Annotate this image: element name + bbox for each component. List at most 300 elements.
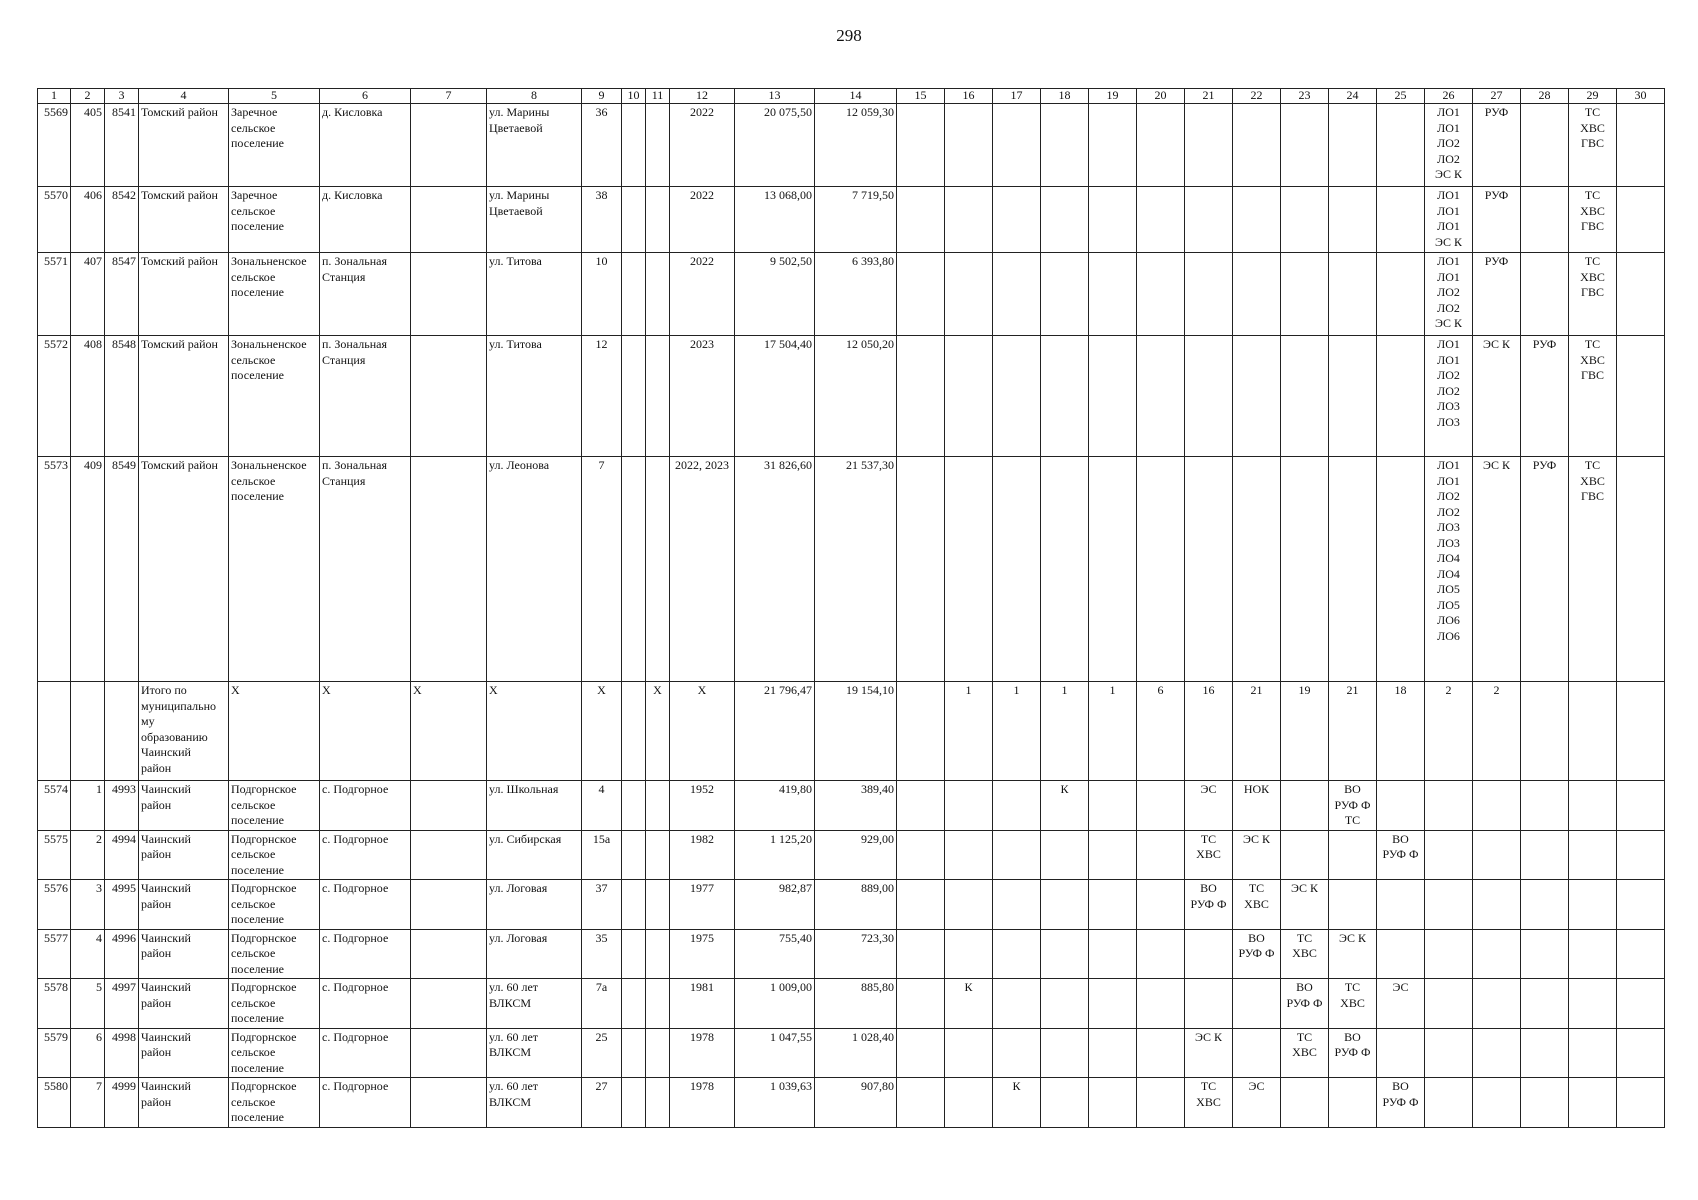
cell-col-15	[897, 1078, 945, 1128]
cell-col-23: ВО РУФ Ф	[1281, 979, 1329, 1029]
cell-col-25	[1377, 457, 1425, 682]
column-number-8: 8	[487, 89, 582, 104]
cell-col-6: п. Зональная Станция	[320, 253, 411, 336]
cell-col-11	[646, 457, 670, 682]
cell-col-4: Чаинский район	[139, 781, 229, 831]
cell-col-25	[1377, 336, 1425, 457]
cell-col-5: Подгорнское сельское поселение	[229, 830, 320, 880]
cell-col-7	[411, 781, 487, 831]
cell-col-24	[1329, 1078, 1377, 1128]
cell-col-23	[1281, 104, 1329, 187]
cell-col-11	[646, 979, 670, 1029]
cell-col-1: 5570	[38, 187, 71, 253]
cell-col-11	[646, 336, 670, 457]
cell-col-25	[1377, 929, 1425, 979]
cell-col-2: 3	[71, 880, 105, 930]
cell-col-9: X	[582, 682, 622, 781]
cell-col-21	[1185, 187, 1233, 253]
cell-col-14: 907,80	[815, 1078, 897, 1128]
cell-col-29	[1569, 1078, 1617, 1128]
cell-col-25	[1377, 253, 1425, 336]
cell-col-9: 38	[582, 187, 622, 253]
cell-col-7	[411, 253, 487, 336]
cell-col-6: п. Зональная Станция	[320, 336, 411, 457]
column-number-29: 29	[1569, 89, 1617, 104]
cell-col-18	[1041, 457, 1089, 682]
cell-col-1: 5574	[38, 781, 71, 831]
cell-col-17	[993, 880, 1041, 930]
cell-col-22	[1233, 104, 1281, 187]
cell-col-16	[945, 781, 993, 831]
column-number-9: 9	[582, 89, 622, 104]
cell-col-5: Подгорнское сельское поселение	[229, 781, 320, 831]
cell-col-16	[945, 1078, 993, 1128]
cell-col-26: ЛО1 ЛО1 ЛО2 ЛО2 ЭС К	[1425, 253, 1473, 336]
cell-col-23	[1281, 830, 1329, 880]
cell-col-21: ВО РУФ Ф	[1185, 880, 1233, 930]
cell-col-19	[1089, 929, 1137, 979]
cell-col-21	[1185, 104, 1233, 187]
cell-col-24	[1329, 880, 1377, 930]
cell-col-8: ул. Марины Цветаевой	[487, 104, 582, 187]
cell-col-11	[646, 187, 670, 253]
cell-col-6: с. Подгорное	[320, 979, 411, 1029]
cell-col-18	[1041, 830, 1089, 880]
table-row	[38, 880, 1665, 930]
housing-register-table	[37, 88, 1665, 1128]
cell-col-10	[622, 336, 646, 457]
cell-col-3: 8549	[105, 457, 139, 682]
cell-col-2: 405	[71, 104, 105, 187]
cell-col-10	[622, 682, 646, 781]
cell-col-11	[646, 1028, 670, 1078]
cell-col-12: 2022	[670, 104, 735, 187]
cell-col-9: 7а	[582, 979, 622, 1029]
cell-col-22: НОК	[1233, 781, 1281, 831]
cell-col-12: 1952	[670, 781, 735, 831]
cell-col-9: 27	[582, 1078, 622, 1128]
cell-col-5: Зональненское сельское поселение	[229, 336, 320, 457]
cell-col-15	[897, 253, 945, 336]
cell-col-28	[1521, 104, 1569, 187]
cell-col-28	[1521, 682, 1569, 781]
cell-col-16	[945, 1028, 993, 1078]
cell-col-26	[1425, 1028, 1473, 1078]
table-row	[38, 830, 1665, 880]
column-number-11: 11	[646, 89, 670, 104]
cell-col-9: 12	[582, 336, 622, 457]
cell-col-12: 2022	[670, 187, 735, 253]
cell-col-3: 4993	[105, 781, 139, 831]
cell-col-8: ул. Логовая	[487, 929, 582, 979]
cell-col-9: 4	[582, 781, 622, 831]
cell-col-3: 8542	[105, 187, 139, 253]
cell-col-23	[1281, 336, 1329, 457]
cell-col-21: ТС ХВС	[1185, 1078, 1233, 1128]
cell-col-8: ул. Сибирская	[487, 830, 582, 880]
cell-col-12: 2023	[670, 336, 735, 457]
table-row	[38, 1028, 1665, 1078]
table-row	[38, 781, 1665, 831]
column-number-1: 1	[38, 89, 71, 104]
cell-col-3: 4998	[105, 1028, 139, 1078]
cell-col-28	[1521, 830, 1569, 880]
cell-col-25: ЭС	[1377, 979, 1425, 1029]
cell-col-22	[1233, 1028, 1281, 1078]
column-number-25: 25	[1377, 89, 1425, 104]
cell-col-19	[1089, 336, 1137, 457]
cell-col-23: ЭС К	[1281, 880, 1329, 930]
cell-col-22	[1233, 336, 1281, 457]
cell-col-30	[1617, 880, 1665, 930]
cell-col-18	[1041, 253, 1089, 336]
cell-col-22: 21	[1233, 682, 1281, 781]
cell-col-5: X	[229, 682, 320, 781]
cell-col-4: Чаинский район	[139, 1028, 229, 1078]
cell-col-25: ВО РУФ Ф	[1377, 1078, 1425, 1128]
cell-col-16: К	[945, 979, 993, 1029]
cell-col-13: 17 504,40	[735, 336, 815, 457]
cell-col-13: 419,80	[735, 781, 815, 831]
cell-col-15	[897, 187, 945, 253]
cell-col-13: 21 796,47	[735, 682, 815, 781]
cell-col-9: 10	[582, 253, 622, 336]
cell-col-4: Томский район	[139, 187, 229, 253]
cell-col-18	[1041, 979, 1089, 1029]
cell-col-28	[1521, 1078, 1569, 1128]
cell-col-19	[1089, 457, 1137, 682]
cell-col-30	[1617, 253, 1665, 336]
cell-col-8: ул. Титова	[487, 253, 582, 336]
column-number-12: 12	[670, 89, 735, 104]
cell-col-18	[1041, 104, 1089, 187]
cell-col-16	[945, 457, 993, 682]
cell-col-5: Подгорнское сельское поселение	[229, 929, 320, 979]
cell-col-11	[646, 104, 670, 187]
cell-col-27: РУФ	[1473, 253, 1521, 336]
cell-col-9: 35	[582, 929, 622, 979]
cell-col-20	[1137, 336, 1185, 457]
cell-col-1: 5580	[38, 1078, 71, 1128]
cell-col-24	[1329, 104, 1377, 187]
cell-col-10	[622, 1028, 646, 1078]
cell-col-29: ТС ХВС ГВС	[1569, 336, 1617, 457]
cell-col-17	[993, 187, 1041, 253]
cell-col-25	[1377, 187, 1425, 253]
table-row	[38, 253, 1665, 336]
cell-col-20	[1137, 104, 1185, 187]
cell-col-10	[622, 979, 646, 1029]
cell-col-18: 1	[1041, 682, 1089, 781]
cell-col-27	[1473, 1078, 1521, 1128]
cell-col-10	[622, 929, 646, 979]
cell-col-29: ТС ХВС ГВС	[1569, 457, 1617, 682]
cell-col-5: Заречное сельское поселение	[229, 187, 320, 253]
cell-col-17: 1	[993, 682, 1041, 781]
cell-col-19	[1089, 1028, 1137, 1078]
cell-col-30	[1617, 979, 1665, 1029]
cell-col-6: с. Подгорное	[320, 929, 411, 979]
cell-col-21	[1185, 929, 1233, 979]
cell-col-16	[945, 830, 993, 880]
cell-col-28	[1521, 781, 1569, 831]
cell-col-14: 885,80	[815, 979, 897, 1029]
cell-col-20	[1137, 781, 1185, 831]
column-number-3: 3	[105, 89, 139, 104]
cell-col-4: Томский район	[139, 104, 229, 187]
cell-col-12: 2022, 2023	[670, 457, 735, 682]
cell-col-23	[1281, 781, 1329, 831]
cell-col-30	[1617, 187, 1665, 253]
cell-col-21	[1185, 979, 1233, 1029]
column-number-16: 16	[945, 89, 993, 104]
cell-col-23: ТС ХВС	[1281, 1028, 1329, 1078]
cell-col-7	[411, 336, 487, 457]
cell-col-2: 409	[71, 457, 105, 682]
cell-col-16	[945, 253, 993, 336]
cell-col-14: 389,40	[815, 781, 897, 831]
cell-col-2: 5	[71, 979, 105, 1029]
cell-col-17	[993, 457, 1041, 682]
cell-col-30	[1617, 457, 1665, 682]
cell-col-4: Итого по муниципально му образованию Чаинский район	[139, 682, 229, 781]
column-number-26: 26	[1425, 89, 1473, 104]
cell-col-15	[897, 682, 945, 781]
cell-col-29	[1569, 880, 1617, 930]
cell-col-1: 5579	[38, 1028, 71, 1078]
cell-col-8: ул. Школьная	[487, 781, 582, 831]
cell-col-22: ЭС	[1233, 1078, 1281, 1128]
cell-col-1: 5575	[38, 830, 71, 880]
cell-col-28	[1521, 880, 1569, 930]
cell-col-16	[945, 929, 993, 979]
cell-col-22: ТС ХВС	[1233, 880, 1281, 930]
cell-col-14: 19 154,10	[815, 682, 897, 781]
cell-col-24: ВО РУФ Ф ТС	[1329, 781, 1377, 831]
table-row	[38, 1078, 1665, 1128]
cell-col-4: Чаинский район	[139, 929, 229, 979]
cell-col-4: Чаинский район	[139, 979, 229, 1029]
column-number-15: 15	[897, 89, 945, 104]
cell-col-29	[1569, 1028, 1617, 1078]
cell-col-7	[411, 1078, 487, 1128]
cell-col-28	[1521, 1028, 1569, 1078]
cell-col-22	[1233, 457, 1281, 682]
cell-col-14: 6 393,80	[815, 253, 897, 336]
cell-col-10	[622, 253, 646, 336]
cell-col-24	[1329, 187, 1377, 253]
column-number-header-row	[38, 89, 1665, 104]
cell-col-13: 1 009,00	[735, 979, 815, 1029]
cell-col-8: X	[487, 682, 582, 781]
column-number-20: 20	[1137, 89, 1185, 104]
cell-col-18: К	[1041, 781, 1089, 831]
cell-col-5: Подгорнское сельское поселение	[229, 880, 320, 930]
cell-col-2: 2	[71, 830, 105, 880]
cell-col-19	[1089, 781, 1137, 831]
cell-col-19	[1089, 253, 1137, 336]
column-number-6: 6	[320, 89, 411, 104]
cell-col-10	[622, 781, 646, 831]
cell-col-30	[1617, 1078, 1665, 1128]
column-number-27: 27	[1473, 89, 1521, 104]
cell-col-1: 5571	[38, 253, 71, 336]
cell-col-21: ТС ХВС	[1185, 830, 1233, 880]
cell-col-8: ул. Логовая	[487, 880, 582, 930]
cell-col-22	[1233, 979, 1281, 1029]
cell-col-30	[1617, 781, 1665, 831]
cell-col-27	[1473, 781, 1521, 831]
cell-col-29	[1569, 781, 1617, 831]
cell-col-5: Подгорнское сельское поселение	[229, 979, 320, 1029]
cell-col-13: 1 047,55	[735, 1028, 815, 1078]
column-number-4: 4	[139, 89, 229, 104]
cell-col-21	[1185, 457, 1233, 682]
column-number-18: 18	[1041, 89, 1089, 104]
cell-col-19	[1089, 104, 1137, 187]
cell-col-8: ул. Марины Цветаевой	[487, 187, 582, 253]
cell-col-12: 1977	[670, 880, 735, 930]
cell-col-26	[1425, 880, 1473, 930]
cell-col-6: д. Кисловка	[320, 104, 411, 187]
cell-col-7	[411, 104, 487, 187]
cell-col-20	[1137, 1028, 1185, 1078]
cell-col-14: 12 059,30	[815, 104, 897, 187]
cell-col-13: 20 075,50	[735, 104, 815, 187]
cell-col-26	[1425, 830, 1473, 880]
column-number-23: 23	[1281, 89, 1329, 104]
cell-col-12: 1978	[670, 1028, 735, 1078]
cell-col-30	[1617, 830, 1665, 880]
cell-col-2: 407	[71, 253, 105, 336]
cell-col-25	[1377, 880, 1425, 930]
cell-col-7	[411, 187, 487, 253]
cell-col-12: 1975	[670, 929, 735, 979]
cell-col-26: ЛО1 ЛО1 ЛО1 ЭС К	[1425, 187, 1473, 253]
table-row	[38, 104, 1665, 187]
cell-col-25: 18	[1377, 682, 1425, 781]
cell-col-9: 7	[582, 457, 622, 682]
cell-col-26: ЛО1 ЛО1 ЛО2 ЛО2 ЭС К	[1425, 104, 1473, 187]
column-number-14: 14	[815, 89, 897, 104]
cell-col-20	[1137, 457, 1185, 682]
cell-col-5: Зональненское сельское поселение	[229, 253, 320, 336]
cell-col-6: с. Подгорное	[320, 1078, 411, 1128]
cell-col-11	[646, 1078, 670, 1128]
cell-col-6: с. Подгорное	[320, 880, 411, 930]
cell-col-3: 4997	[105, 979, 139, 1029]
cell-col-26	[1425, 929, 1473, 979]
cell-col-27: ЭС К	[1473, 457, 1521, 682]
cell-col-18	[1041, 1078, 1089, 1128]
cell-col-19	[1089, 979, 1137, 1029]
cell-col-15	[897, 1028, 945, 1078]
cell-col-13: 755,40	[735, 929, 815, 979]
cell-col-17	[993, 104, 1041, 187]
cell-col-17	[993, 979, 1041, 1029]
cell-col-2: 6	[71, 1028, 105, 1078]
cell-col-26: ЛО1 ЛО1 ЛО2 ЛО2 ЛО3 ЛО3	[1425, 336, 1473, 457]
cell-col-11	[646, 830, 670, 880]
cell-col-26	[1425, 1078, 1473, 1128]
column-number-24: 24	[1329, 89, 1377, 104]
cell-col-24	[1329, 830, 1377, 880]
cell-col-29: ТС ХВС ГВС	[1569, 104, 1617, 187]
cell-col-15	[897, 457, 945, 682]
cell-col-4: Томский район	[139, 336, 229, 457]
cell-col-8: ул. Леонова	[487, 457, 582, 682]
cell-col-10	[622, 830, 646, 880]
cell-col-1: 5577	[38, 929, 71, 979]
cell-col-14: 12 050,20	[815, 336, 897, 457]
cell-col-29	[1569, 682, 1617, 781]
table-row	[38, 979, 1665, 1029]
cell-col-22: ЭС К	[1233, 830, 1281, 880]
cell-col-24: 21	[1329, 682, 1377, 781]
cell-col-25	[1377, 1028, 1425, 1078]
page-number: 298	[836, 26, 862, 45]
cell-col-3: 4996	[105, 929, 139, 979]
cell-col-9: 25	[582, 1028, 622, 1078]
cell-col-16: 1	[945, 682, 993, 781]
table-row	[38, 457, 1665, 682]
cell-col-10	[622, 187, 646, 253]
cell-col-6: п. Зональная Станция	[320, 457, 411, 682]
cell-col-11	[646, 880, 670, 930]
cell-col-28	[1521, 929, 1569, 979]
cell-col-21: 16	[1185, 682, 1233, 781]
cell-col-1: 5569	[38, 104, 71, 187]
cell-col-4: Чаинский район	[139, 830, 229, 880]
cell-col-30	[1617, 104, 1665, 187]
cell-col-19	[1089, 187, 1137, 253]
cell-col-10	[622, 104, 646, 187]
cell-col-7	[411, 929, 487, 979]
cell-col-7	[411, 979, 487, 1029]
cell-col-24: ВО РУФ Ф	[1329, 1028, 1377, 1078]
cell-col-20	[1137, 187, 1185, 253]
cell-col-11	[646, 781, 670, 831]
cell-col-2: 4	[71, 929, 105, 979]
cell-col-10	[622, 1078, 646, 1128]
cell-col-16	[945, 880, 993, 930]
column-number-30: 30	[1617, 89, 1665, 104]
cell-col-18	[1041, 929, 1089, 979]
cell-col-13: 9 502,50	[735, 253, 815, 336]
table-row	[38, 336, 1665, 457]
cell-col-8: ул. 60 лет ВЛКСМ	[487, 979, 582, 1029]
cell-col-6: с. Подгорное	[320, 1028, 411, 1078]
cell-col-15	[897, 880, 945, 930]
cell-col-28	[1521, 253, 1569, 336]
cell-col-7	[411, 830, 487, 880]
cell-col-8: ул. Титова	[487, 336, 582, 457]
cell-col-20	[1137, 830, 1185, 880]
cell-col-3: 8548	[105, 336, 139, 457]
cell-col-12: 1978	[670, 1078, 735, 1128]
cell-col-17	[993, 336, 1041, 457]
cell-col-30	[1617, 929, 1665, 979]
column-number-21: 21	[1185, 89, 1233, 104]
cell-col-9: 15а	[582, 830, 622, 880]
cell-col-15	[897, 104, 945, 187]
cell-col-8: ул. 60 лет ВЛКСМ	[487, 1028, 582, 1078]
column-number-19: 19	[1089, 89, 1137, 104]
cell-col-11	[646, 929, 670, 979]
cell-col-23	[1281, 187, 1329, 253]
cell-col-26: ЛО1 ЛО1 ЛО2 ЛО2 ЛО3 ЛО3 ЛО4 ЛО4 ЛО5 ЛО5 ЛО6 ЛО6	[1425, 457, 1473, 682]
cell-col-29	[1569, 979, 1617, 1029]
